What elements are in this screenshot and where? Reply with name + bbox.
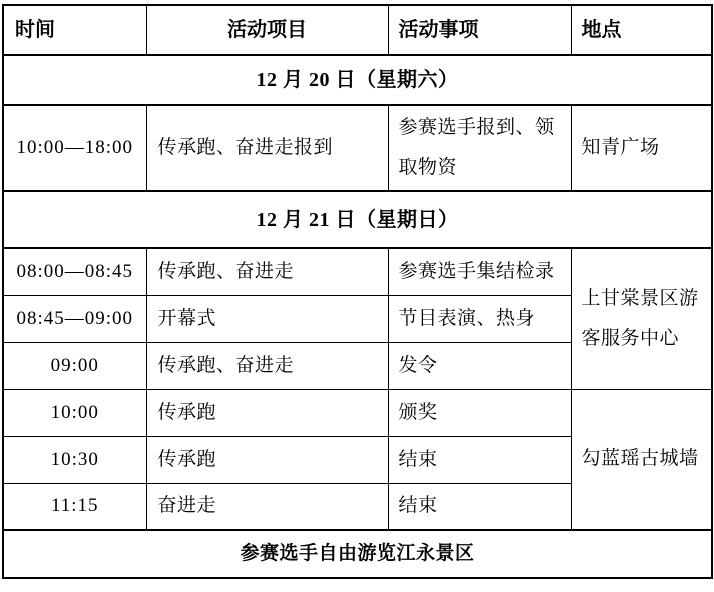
project-cell: 传承跑: [146, 436, 388, 483]
item-cell: 结束: [388, 436, 571, 483]
col-header-item: 活动事项: [388, 5, 571, 55]
item-cell: 颁奖: [388, 389, 571, 436]
footer-row: [3, 530, 712, 578]
time-cell: 10:30: [3, 436, 146, 483]
location-cell: 知青广场: [571, 105, 712, 191]
time-cell: 09:00: [3, 342, 146, 389]
col-header-project: 活动项目: [146, 5, 388, 55]
day2-date-row: [3, 191, 712, 248]
location-cell-merged-morning: 上甘棠景区游客服务中心: [571, 248, 712, 389]
day2-date-banner: 12 月 21 日（星期日）: [3, 191, 712, 248]
time-cell: 10:00: [3, 389, 146, 436]
col-header-location: 地点: [571, 5, 712, 55]
schedule-row: [3, 248, 712, 295]
item-cell: 参赛选手报到、领取物资: [388, 105, 571, 191]
day1-date-banner: 12 月 20 日（星期六）: [3, 55, 712, 105]
col-header-time: 时间: [3, 5, 146, 55]
schedule-table: [2, 4, 713, 579]
time-cell: 10:00—18:00: [3, 105, 146, 191]
item-cell: 参赛选手集结检录: [388, 248, 571, 295]
project-cell: 传承跑、奋进走报到: [146, 105, 388, 191]
project-cell: 奋进走: [146, 483, 388, 530]
time-cell: 08:45—09:00: [3, 295, 146, 342]
time-cell: 11:15: [3, 483, 146, 530]
schedule-row: [3, 105, 712, 191]
project-cell: 传承跑、奋进走: [146, 248, 388, 295]
item-cell: 发令: [388, 342, 571, 389]
item-cell: 结束: [388, 483, 571, 530]
schedule-row: [3, 389, 712, 436]
day1-date-row: [3, 55, 712, 105]
header-row: [3, 5, 712, 55]
project-cell: 传承跑: [146, 389, 388, 436]
footer-note: 参赛选手自由游览江永景区: [3, 530, 712, 578]
time-cell: 08:00—08:45: [3, 248, 146, 295]
location-cell-merged-later: 勾蓝瑶古城墙: [571, 389, 712, 530]
project-cell: 开幕式: [146, 295, 388, 342]
project-cell: 传承跑、奋进走: [146, 342, 388, 389]
item-cell: 节目表演、热身: [388, 295, 571, 342]
